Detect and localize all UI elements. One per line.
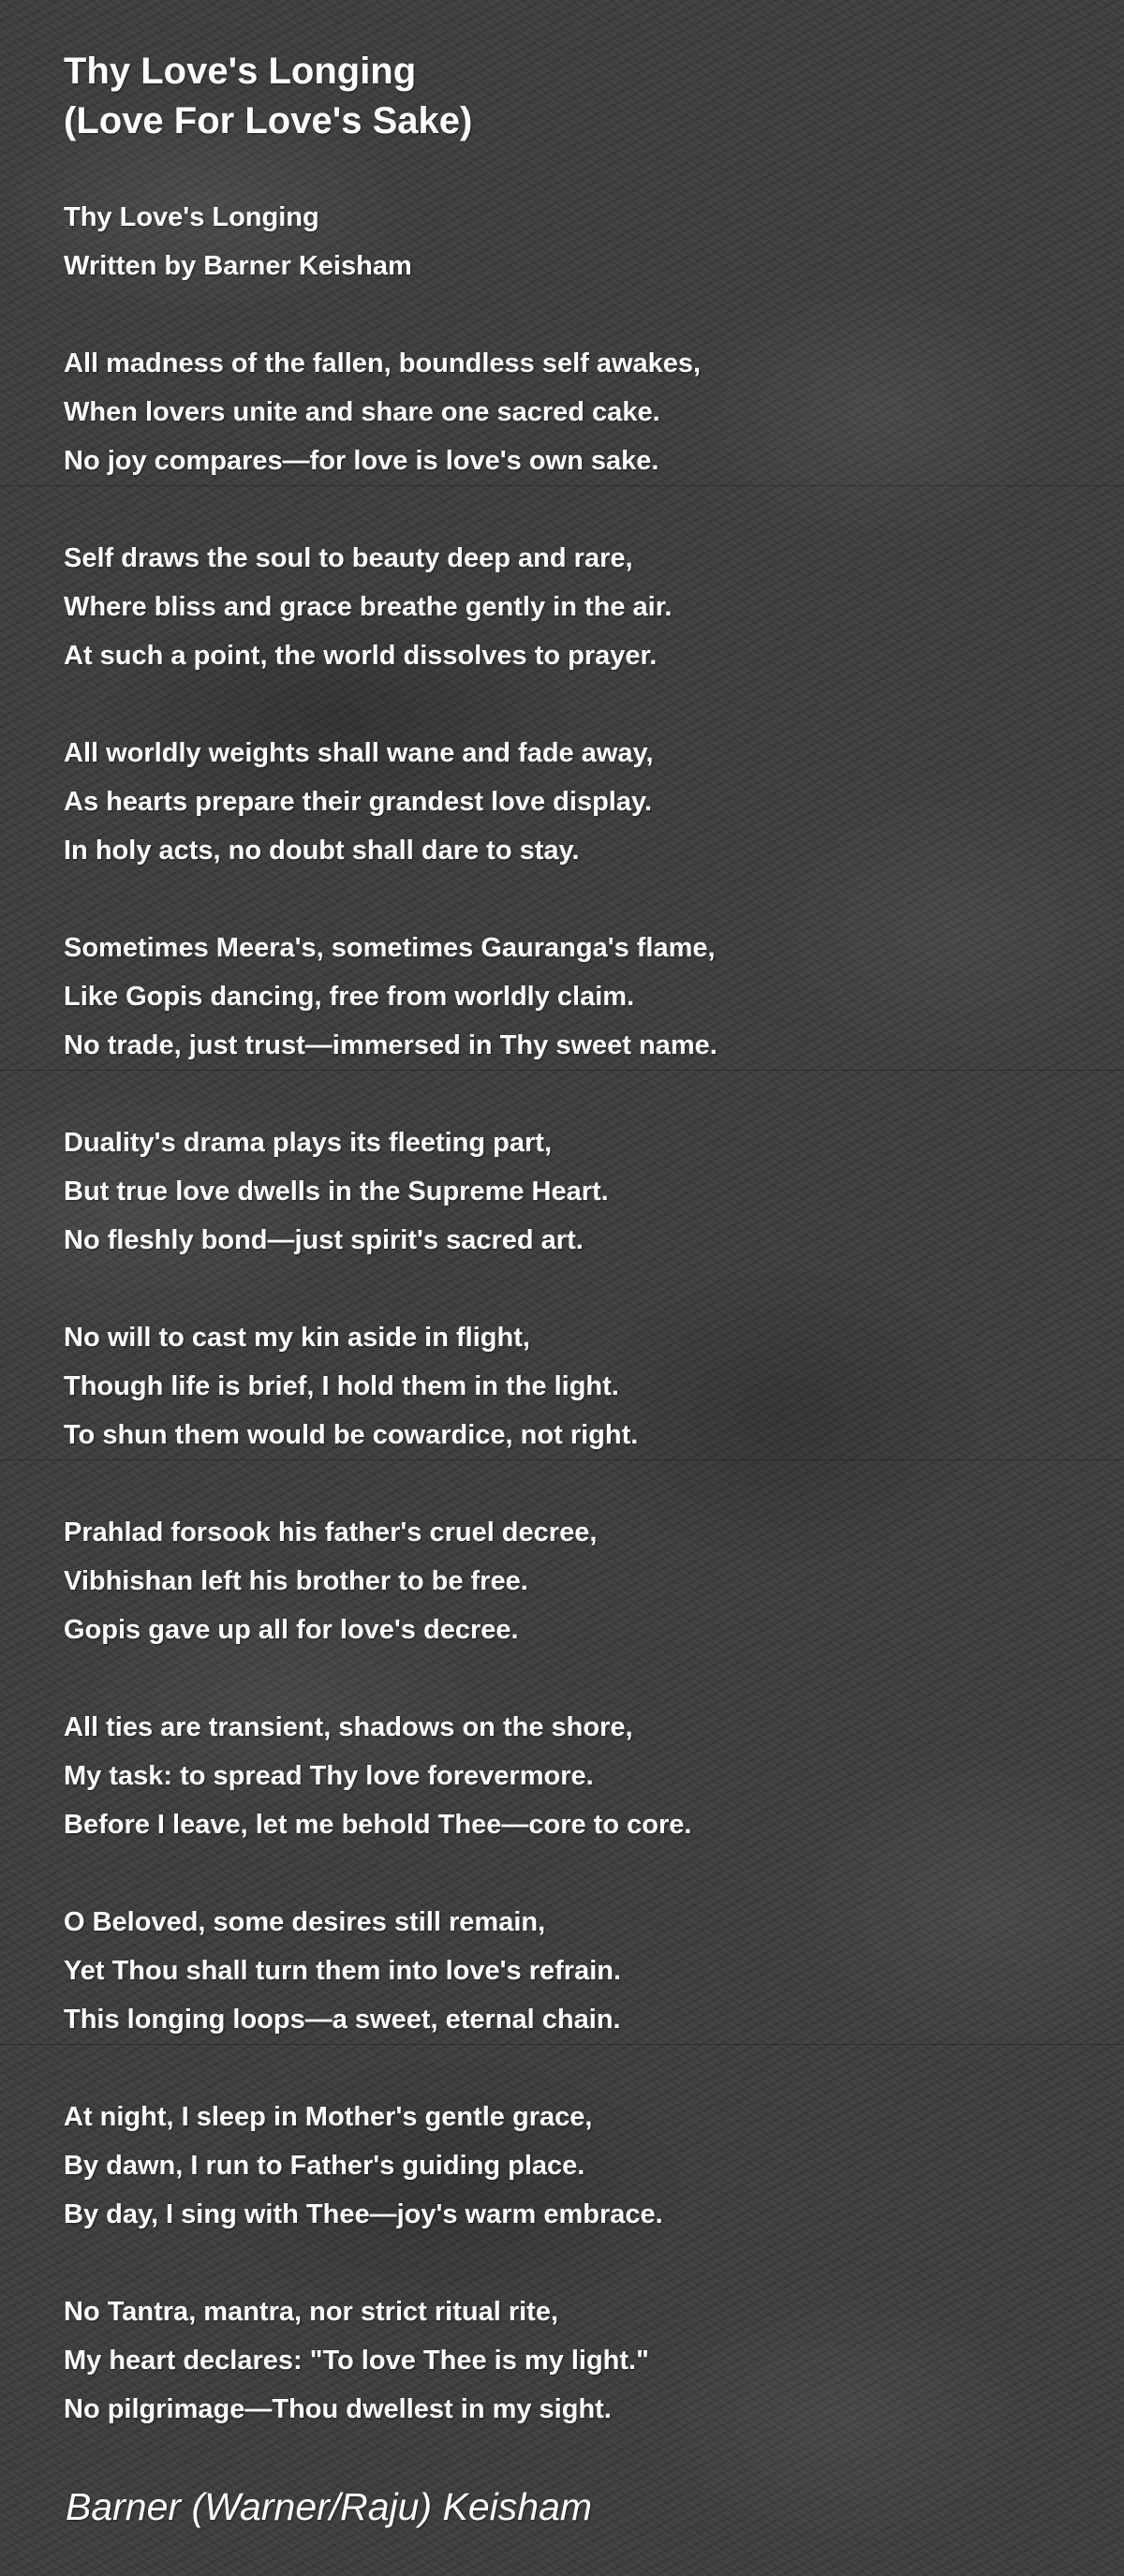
- title-line-2: (Love For Love's Sake): [64, 100, 473, 141]
- stanza: [64, 534, 1094, 680]
- poem-line: Though life is brief, I hold them in the light.: [64, 1371, 619, 1401]
- poem-line: Thy Love's Longing: [64, 202, 319, 232]
- page-title: [64, 47, 472, 146]
- poem-line: My heart declares: "To love Thee is my light.": [64, 2346, 649, 2376]
- poem-line: By day, I sing with Thee—joy's warm embrace.: [64, 2199, 663, 2229]
- poem-line: At night, I sleep in Mother's gentle grace,: [64, 2102, 593, 2132]
- poem-line: Self draws the soul to beauty deep and rare,: [64, 543, 633, 573]
- poem-line: All madness of the fallen, boundless self awakes,: [64, 348, 702, 378]
- poem-line: By dawn, I run to Father's guiding place.: [64, 2151, 585, 2181]
- stanza: [64, 729, 1094, 875]
- poem-line: Vibhishan left his brother to be free.: [64, 1566, 528, 1596]
- poem-line: Prahlad forsook his father's cruel decree,: [64, 1517, 598, 1547]
- poem-line: At such a point, the world dissolves to prayer.: [64, 641, 658, 671]
- stanza: [64, 924, 1094, 1070]
- poem-line: Like Gopis dancing, free from worldly claim.: [64, 982, 635, 1012]
- poem-line: But true love dwells in the Supreme Heart.: [64, 1177, 609, 1207]
- poem-body: [64, 193, 1094, 2434]
- poem-line: To shun them would be cowardice, not right.: [64, 1420, 639, 1450]
- poem-line: Gopis gave up all for love's decree.: [64, 1615, 519, 1645]
- poem-line: This longing loops—a sweet, eternal chain.: [64, 2005, 621, 2035]
- poem-line: Where bliss and grace breathe gently in the air.: [64, 592, 673, 622]
- poem-line: No pilgrimage—Thou dwellest in my sight.: [64, 2394, 612, 2424]
- poem-line: No Tantra, mantra, nor strict ritual rite,: [64, 2297, 559, 2327]
- poem-line: As hearts prepare their grandest love display.: [64, 787, 653, 817]
- stanza: [64, 193, 1094, 290]
- author-signature: Barner (Warner/Raju) Keisham: [66, 2485, 593, 2528]
- poem-line: No fleshly bond—just spirit's sacred art.: [64, 1225, 584, 1255]
- poem-line: No trade, just trust—immersed in Thy sweet name.: [64, 1030, 717, 1060]
- poem-line: Written by Barner Keisham: [64, 251, 412, 281]
- poem-line: No joy compares—for love is love's own sake.: [64, 446, 659, 476]
- poem-line: My task: to spread Thy love forevermore.: [64, 1761, 594, 1791]
- stanza: [64, 1508, 1094, 1654]
- poem-line: Yet Thou shall turn them into love's refrain.: [64, 1956, 622, 1986]
- stanza: [64, 1703, 1094, 1849]
- stanza: [64, 1118, 1094, 1265]
- poem-line: All worldly weights shall wane and fade away,: [64, 738, 654, 768]
- poem-line: No will to cast my kin aside in flight,: [64, 1323, 530, 1353]
- poem-line: Sometimes Meera's, sometimes Gauranga's flame,: [64, 933, 716, 963]
- poem-line: O Beloved, some desires still remain,: [64, 1907, 546, 1937]
- stanza: [64, 339, 1094, 485]
- stanza: [64, 2093, 1094, 2239]
- poem-line: In holy acts, no doubt shall dare to stay.: [64, 836, 580, 866]
- stanza: [64, 1313, 1094, 1459]
- stanza: [64, 1898, 1094, 2044]
- poem-line: When lovers unite and share one sacred cake.: [64, 397, 660, 427]
- poem-line: Before I leave, let me behold Thee—core to core.: [64, 1810, 692, 1840]
- poem-line: Duality's drama plays its fleeting part,: [64, 1128, 552, 1158]
- title-line-1: Thy Love's Longing: [64, 51, 417, 92]
- stanza: [64, 2287, 1094, 2434]
- poem-line: All ties are transient, shadows on the shore,: [64, 1712, 633, 1742]
